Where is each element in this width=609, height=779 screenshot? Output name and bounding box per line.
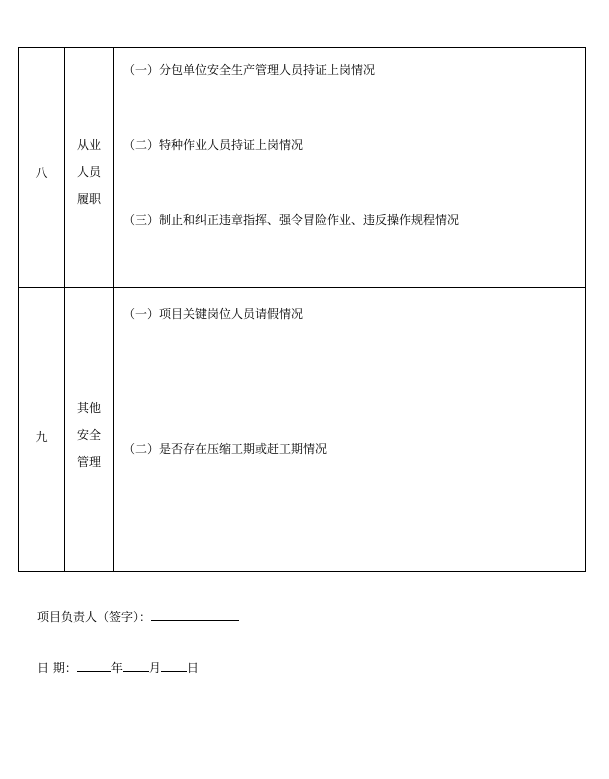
row-category [65,395,113,476]
column-divider [113,48,114,571]
row-category-line: 从业 [76,138,101,152]
signature-field[interactable] [151,608,239,621]
row-divider [19,287,585,288]
row-item: （三）制止和纠正违章指挥、强令冒险作业、违反操作规程情况 [123,213,460,227]
column-divider [64,48,65,571]
inspection-table [18,47,586,572]
row-category-line: 人员 [76,165,101,179]
row-item: （一）项目关键岗位人员请假情况 [123,307,304,321]
row-number: 九 [35,430,48,444]
day-field[interactable] [161,659,187,672]
date-label: 日 期： [37,661,77,675]
row-category-line: 其他 [76,401,101,415]
row-category [65,132,113,213]
row-category-line: 管理 [76,455,101,469]
row-category-line: 履职 [76,192,101,206]
row-number: 八 [35,166,48,180]
row-item: （二）是否存在压缩工期或赶工期情况 [123,442,328,456]
month-label: 月 [148,661,161,675]
row-category-line: 安全 [76,428,101,442]
signature-label: 项目负责人（签字）： [37,610,152,624]
year-label: 年 [110,661,123,675]
year-field[interactable] [77,659,111,672]
month-field[interactable] [123,659,149,672]
date-line [37,659,199,676]
row-item: （一）分包单位安全生产管理人员持证上岗情况 [123,63,376,77]
signature-line [37,608,239,625]
row-item: （二）特种作业人员持证上岗情况 [123,138,304,152]
day-label: 日 [186,661,199,675]
